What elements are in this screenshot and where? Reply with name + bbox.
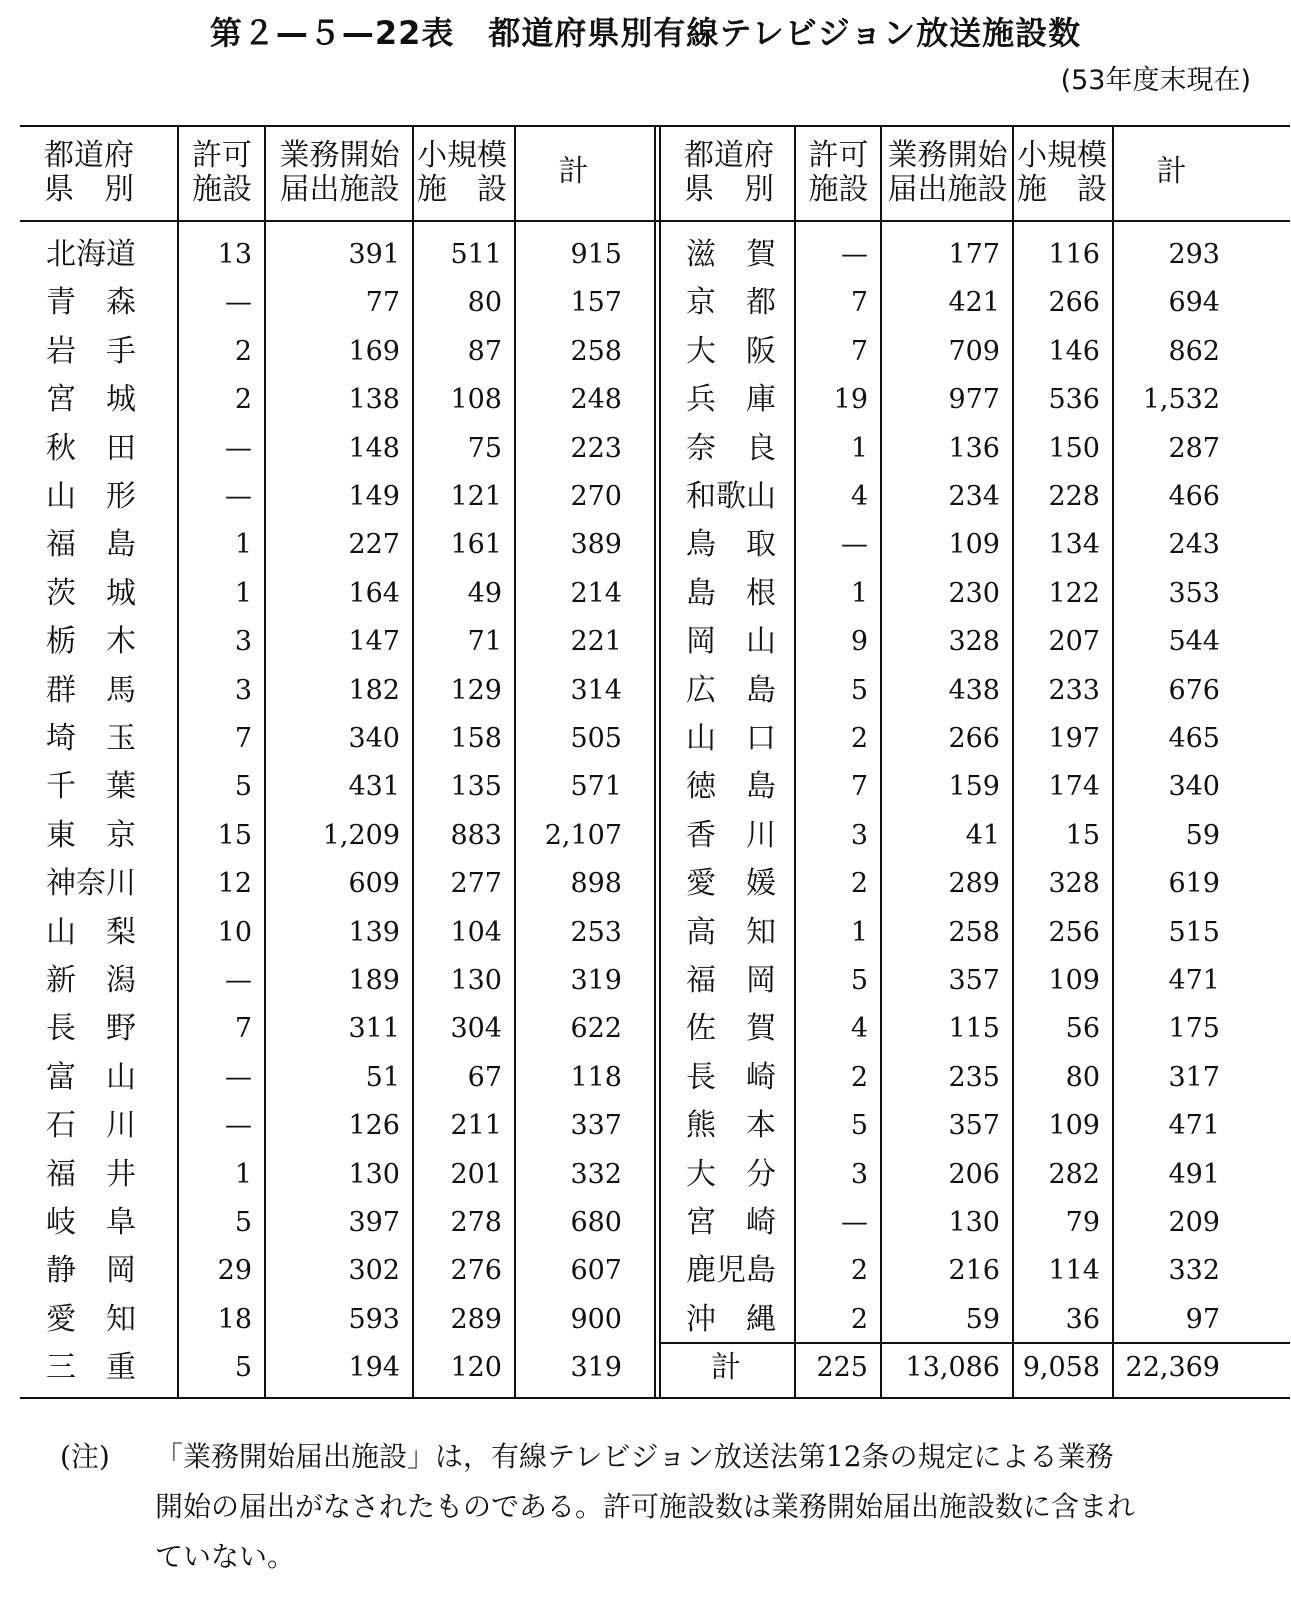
left-row-small: 80 — [467, 287, 502, 319]
left-row-total: 214 — [570, 577, 622, 609]
right-header-notify-line1: 業務開始 — [887, 138, 1008, 173]
left-row-pref: 神奈川 — [46, 866, 136, 902]
as-of-date: (53年度末現在) — [1060, 65, 1251, 96]
left-row-license: — — [225, 481, 252, 512]
right-row-pref: 岡 山 — [686, 624, 776, 660]
left-row-total: 389 — [570, 529, 622, 561]
right-row-pref: 鳥 取 — [686, 527, 776, 563]
right-row-license: 3 — [850, 1158, 868, 1190]
right-row-pref: 愛 媛 — [686, 866, 776, 902]
right-row-notify: 234 — [948, 481, 1000, 512]
left-row-total: 258 — [570, 335, 622, 367]
left-row-small: 511 — [450, 239, 502, 270]
right-row-total: 471 — [1168, 1110, 1220, 1142]
right-row-small: 36 — [1065, 1303, 1100, 1335]
right-header-pref-line2: 県 別 — [684, 172, 774, 207]
right-row-small: 15 — [1065, 819, 1100, 851]
left-row-total: 915 — [570, 239, 622, 270]
left-row-license: 10 — [217, 916, 252, 948]
left-row-small: 129 — [450, 674, 502, 706]
left-header-pref-line2: 県 別 — [44, 172, 134, 207]
left-row-license: — — [225, 965, 252, 996]
right-row-license: — — [841, 239, 868, 270]
right-row-total: 619 — [1168, 868, 1220, 900]
right-row-notify: 235 — [948, 1061, 1000, 1093]
left-row-small: 104 — [450, 916, 502, 948]
grand-total-label: 計 — [711, 1350, 741, 1386]
left-row-total: 270 — [570, 481, 622, 512]
right-row-notify: 977 — [948, 384, 1000, 416]
left-row-total: 319 — [570, 1352, 622, 1384]
left-row-notify: 593 — [348, 1303, 400, 1335]
right-row-license: — — [841, 529, 868, 561]
left-header-small-line2: 施 設 — [417, 172, 507, 207]
left-row-notify: 149 — [348, 481, 400, 512]
right-header-license-line2: 施設 — [808, 172, 869, 207]
right-row-license: — — [841, 1207, 868, 1238]
right-row-small: 122 — [1048, 577, 1100, 609]
right-row-small: 114 — [1048, 1255, 1100, 1287]
right-row-license: 5 — [850, 1110, 868, 1142]
right-row-notify: 258 — [948, 916, 1000, 948]
right-row-notify: 177 — [948, 239, 1000, 270]
right-row-notify: 115 — [948, 1013, 1000, 1045]
right-row-total: 465 — [1168, 723, 1220, 754]
right-row-total: 515 — [1168, 916, 1220, 948]
right-row-small: 536 — [1048, 384, 1100, 416]
left-row-license: 1 — [234, 577, 252, 609]
data-table — [20, 125, 1290, 1425]
right-row-pref: 鹿児島 — [686, 1253, 776, 1289]
right-row-pref: 大 阪 — [686, 333, 776, 369]
left-row-notify: 126 — [348, 1110, 400, 1142]
right-row-notify: 230 — [948, 577, 1000, 609]
right-row-pref: 奈 良 — [686, 430, 776, 466]
right-row-notify: 266 — [948, 723, 1000, 754]
left-row-small: 121 — [450, 481, 502, 512]
left-row-total: 337 — [570, 1110, 622, 1142]
right-row-license: 2 — [850, 1061, 868, 1093]
left-row-license: 5 — [234, 1207, 252, 1238]
right-row-license: 1 — [850, 916, 868, 948]
right-row-small: 228 — [1048, 481, 1100, 512]
right-row-total: 287 — [1168, 432, 1220, 464]
left-row-small: 87 — [467, 335, 502, 367]
right-row-total: 59 — [1185, 819, 1220, 851]
right-row-notify: 206 — [948, 1158, 1000, 1190]
right-row-pref: 沖 縄 — [686, 1301, 776, 1337]
right-row-license: 2 — [850, 868, 868, 900]
right-row-total: 353 — [1168, 577, 1220, 609]
right-row-license: 4 — [850, 481, 868, 512]
left-row-small: 49 — [467, 577, 502, 609]
right-row-notify: 357 — [948, 1110, 1000, 1142]
table-bottom-rule — [20, 1397, 1290, 1399]
left-row-license: 7 — [234, 723, 252, 754]
right-row-small: 79 — [1065, 1207, 1100, 1238]
left-header-pref-line1: 都道府 — [44, 138, 134, 173]
left-row-small: 201 — [450, 1158, 502, 1190]
right-header-small-line2: 施 設 — [1017, 172, 1107, 207]
right-row-total: 862 — [1168, 335, 1220, 367]
left-row-notify: 77 — [365, 287, 400, 319]
left-header-license-line2: 施設 — [192, 172, 252, 207]
right-row-small: 233 — [1048, 674, 1100, 706]
left-row-notify: 138 — [348, 384, 400, 416]
right-row-notify: 136 — [948, 432, 1000, 464]
right-row-notify: 328 — [948, 626, 1000, 658]
left-row-notify: 609 — [348, 868, 400, 900]
right-row-small: 56 — [1065, 1013, 1100, 1045]
right-row-pref: 福 岡 — [686, 963, 776, 998]
left-row-small: 67 — [467, 1061, 502, 1093]
footnote-line-3: ていない。 — [155, 1540, 296, 1573]
left-row-pref: 石 川 — [46, 1108, 136, 1144]
right-row-pref: 熊 本 — [686, 1108, 776, 1144]
right-row-small: 150 — [1048, 432, 1100, 464]
left-row-total: 253 — [570, 916, 622, 948]
grand-total-notify: 13,086 — [905, 1352, 1000, 1384]
left-row-license: 2 — [234, 335, 252, 367]
left-row-license: 1 — [234, 1158, 252, 1190]
left-row-total: 319 — [570, 965, 622, 996]
right-row-notify: 357 — [948, 965, 1000, 996]
right-row-license: 5 — [850, 674, 868, 706]
left-row-license: 18 — [217, 1303, 252, 1335]
right-row-pref: 佐 賀 — [686, 1011, 776, 1047]
left-row-pref: 福 井 — [46, 1156, 136, 1192]
grand-total-small: 9,058 — [1022, 1352, 1100, 1384]
left-row-notify: 147 — [348, 626, 400, 658]
column-divider — [654, 125, 656, 1397]
right-row-notify: 216 — [948, 1255, 1000, 1287]
left-row-small: 161 — [450, 529, 502, 561]
right-row-license: 19 — [833, 384, 868, 416]
right-row-license: 5 — [850, 965, 868, 996]
left-row-total: 898 — [570, 868, 622, 900]
right-row-total: 676 — [1168, 674, 1220, 706]
left-row-notify: 189 — [348, 965, 400, 996]
right-row-total: 209 — [1168, 1207, 1220, 1238]
left-row-pref: 岐 阜 — [46, 1205, 136, 1240]
left-row-license: — — [225, 1110, 252, 1142]
table-title-text: 都道府県別有線テレビジョン放送施設数 — [488, 14, 1082, 52]
right-header-total: 計 — [1156, 154, 1187, 189]
left-row-pref: 東 京 — [46, 817, 136, 853]
left-row-license: 7 — [234, 1013, 252, 1045]
right-row-pref: 徳 島 — [686, 769, 776, 805]
left-row-pref: 栃 木 — [46, 624, 136, 660]
left-row-notify: 391 — [348, 239, 400, 270]
right-row-small: 328 — [1048, 868, 1100, 900]
left-row-small: 158 — [450, 723, 502, 754]
right-row-pref: 滋 賀 — [686, 237, 776, 272]
left-row-total: 571 — [570, 771, 622, 803]
right-row-pref: 宮 崎 — [686, 1205, 776, 1240]
left-row-total: 505 — [570, 723, 622, 754]
right-row-small: 109 — [1048, 1110, 1100, 1142]
left-row-small: 120 — [450, 1352, 502, 1384]
right-row-total: 332 — [1168, 1255, 1220, 1287]
left-row-pref: 群 馬 — [46, 672, 136, 708]
right-row-small: 282 — [1048, 1158, 1100, 1190]
footnote-line-1: (注) 「業務開始届出施設」は，有線テレビジョン放送法第12条の規定による業務 — [60, 1432, 1260, 1482]
left-row-license: 29 — [217, 1255, 252, 1287]
right-header-license-line1: 許可 — [808, 138, 869, 173]
right-row-total: 97 — [1185, 1303, 1220, 1335]
right-row-pref: 京 都 — [686, 285, 776, 321]
left-row-small: 75 — [467, 432, 502, 464]
right-row-total: 471 — [1168, 965, 1220, 996]
left-row-total: 2,107 — [544, 819, 622, 851]
left-row-notify: 397 — [348, 1207, 400, 1238]
left-row-total: 680 — [570, 1207, 622, 1238]
left-row-license: — — [225, 287, 252, 319]
left-row-pref: 茨 城 — [46, 575, 136, 611]
left-row-pref: 新 潟 — [46, 963, 136, 998]
left-row-license: 3 — [234, 674, 252, 706]
right-row-small: 207 — [1048, 626, 1100, 658]
table-title — [0, 8, 1291, 54]
right-row-license: 4 — [850, 1013, 868, 1045]
left-row-license: 13 — [217, 239, 252, 270]
left-row-license: 1 — [234, 529, 252, 561]
right-row-small: 116 — [1048, 239, 1100, 270]
left-row-pref: 青 森 — [46, 285, 136, 321]
left-row-notify: 340 — [348, 723, 400, 754]
right-row-license: 2 — [850, 723, 868, 754]
column-divider — [659, 125, 661, 1397]
left-header-notify-line2: 届出施設 — [279, 172, 400, 207]
left-row-notify: 51 — [365, 1061, 400, 1093]
right-row-license: 2 — [850, 1255, 868, 1287]
right-row-total: 317 — [1168, 1061, 1220, 1093]
footnote-tag: (注) — [60, 1440, 110, 1473]
left-row-notify: 1,209 — [322, 819, 400, 851]
right-row-notify: 421 — [948, 287, 1000, 319]
grand-total-license: 225 — [816, 1352, 868, 1384]
left-row-total: 118 — [570, 1061, 622, 1093]
left-row-license: 15 — [217, 819, 252, 851]
left-row-notify: 169 — [348, 335, 400, 367]
right-row-notify: 159 — [948, 771, 1000, 803]
left-row-small: 278 — [450, 1207, 502, 1238]
right-row-notify: 130 — [948, 1207, 1000, 1238]
right-row-small: 134 — [1048, 529, 1100, 561]
right-row-notify: 438 — [948, 674, 1000, 706]
left-row-total: 157 — [570, 287, 622, 319]
left-row-small: 304 — [450, 1013, 502, 1045]
left-row-notify: 431 — [348, 771, 400, 803]
right-row-small: 266 — [1048, 287, 1100, 319]
left-row-license: 5 — [234, 1352, 252, 1384]
footnote-line-2: 開始の届出がなされたものである。許可施設数は業務開始届出施設数に含まれ — [155, 1490, 1136, 1523]
left-row-notify: 130 — [348, 1158, 400, 1190]
right-row-pref: 香 川 — [686, 817, 776, 853]
left-row-license: 12 — [217, 868, 252, 900]
right-row-pref: 山 口 — [686, 721, 776, 756]
left-row-total: 221 — [570, 626, 622, 658]
right-row-notify: 109 — [948, 529, 1000, 561]
left-row-notify: 182 — [348, 674, 400, 706]
right-row-total: 243 — [1168, 529, 1220, 561]
left-row-total: 314 — [570, 674, 622, 706]
left-row-pref: 埼 玉 — [46, 721, 136, 756]
left-row-notify: 227 — [348, 529, 400, 561]
left-row-pref: 富 山 — [46, 1059, 136, 1095]
left-row-license: — — [225, 432, 252, 464]
right-row-pref: 和歌山 — [686, 479, 776, 514]
left-row-pref: 福 島 — [46, 527, 136, 563]
left-row-small: 211 — [450, 1110, 502, 1142]
right-header-pref-line1: 都道府 — [684, 138, 774, 173]
left-row-pref: 山 梨 — [46, 914, 136, 950]
right-row-license: 1 — [850, 577, 868, 609]
left-row-license: — — [225, 1061, 252, 1093]
right-row-small: 109 — [1048, 965, 1100, 996]
right-row-total: 1,532 — [1142, 384, 1220, 416]
right-row-small: 174 — [1048, 771, 1100, 803]
right-row-license: 7 — [850, 771, 868, 803]
left-row-pref: 秋 田 — [46, 430, 136, 466]
left-header-total: 計 — [558, 154, 589, 189]
left-row-total: 248 — [570, 384, 622, 416]
right-row-pref: 兵 庫 — [686, 382, 776, 418]
left-row-notify: 302 — [348, 1255, 400, 1287]
right-row-small: 197 — [1048, 723, 1100, 754]
table-number: 第２—５—22表 — [209, 14, 455, 52]
right-row-license: 9 — [850, 626, 868, 658]
right-row-license: 7 — [850, 335, 868, 367]
right-row-total: 694 — [1168, 287, 1220, 319]
left-row-notify: 164 — [348, 577, 400, 609]
left-row-small: 277 — [450, 868, 502, 900]
left-row-small: 135 — [450, 771, 502, 803]
left-row-small: 130 — [450, 965, 502, 996]
grand-total-rule — [660, 1342, 1290, 1344]
left-row-small: 289 — [450, 1303, 502, 1335]
right-row-total: 544 — [1168, 626, 1220, 658]
left-row-pref: 愛 知 — [46, 1301, 136, 1337]
footnote — [60, 1432, 1260, 1582]
left-row-pref: 岩 手 — [46, 333, 136, 369]
left-row-license: 2 — [234, 384, 252, 416]
right-row-pref: 高 知 — [686, 914, 776, 950]
left-row-total: 332 — [570, 1158, 622, 1190]
right-row-pref: 大 分 — [686, 1156, 776, 1192]
left-header-notify-line1: 業務開始 — [279, 138, 400, 173]
right-row-total: 466 — [1168, 481, 1220, 512]
right-row-total: 293 — [1168, 239, 1220, 270]
left-row-total: 223 — [570, 432, 622, 464]
left-row-small: 71 — [467, 626, 502, 658]
right-header-notify-line2: 届出施設 — [887, 172, 1008, 207]
right-row-total: 175 — [1168, 1013, 1220, 1045]
right-row-license: 3 — [850, 819, 868, 851]
left-row-pref: 静 岡 — [46, 1253, 136, 1289]
right-header-small-line1: 小規模 — [1017, 138, 1107, 173]
right-row-pref: 長 崎 — [686, 1059, 776, 1095]
left-header-small-line1: 小規模 — [417, 138, 507, 173]
right-row-pref: 島 根 — [686, 575, 776, 611]
right-row-total: 491 — [1168, 1158, 1220, 1190]
left-header-license-line1: 許可 — [192, 138, 252, 173]
right-row-license: 1 — [850, 432, 868, 464]
right-row-total: 340 — [1168, 771, 1220, 803]
left-row-license: 3 — [234, 626, 252, 658]
right-row-small: 256 — [1048, 916, 1100, 948]
left-row-pref: 千 葉 — [46, 769, 136, 805]
left-row-pref: 北海道 — [46, 237, 136, 272]
left-row-total: 607 — [570, 1255, 622, 1287]
right-row-notify: 709 — [948, 335, 1000, 367]
right-row-small: 146 — [1048, 335, 1100, 367]
left-row-total: 622 — [570, 1013, 622, 1045]
left-row-license: 5 — [234, 771, 252, 803]
right-row-pref: 広 島 — [686, 672, 776, 708]
right-row-notify: 59 — [965, 1303, 1000, 1335]
left-row-pref: 宮 城 — [46, 382, 136, 418]
left-row-notify: 311 — [348, 1013, 400, 1045]
left-row-pref: 長 野 — [46, 1011, 136, 1047]
right-row-license: 2 — [850, 1303, 868, 1335]
left-row-notify: 194 — [348, 1352, 400, 1384]
left-row-small: 883 — [450, 819, 502, 851]
grand-total-total: 22,369 — [1125, 1352, 1220, 1384]
right-row-small: 80 — [1065, 1061, 1100, 1093]
right-row-notify: 41 — [965, 819, 1000, 851]
right-row-notify: 289 — [948, 868, 1000, 900]
left-row-small: 108 — [450, 384, 502, 416]
left-row-notify: 139 — [348, 916, 400, 948]
left-row-notify: 148 — [348, 432, 400, 464]
left-row-pref: 山 形 — [46, 479, 136, 514]
left-row-pref: 三 重 — [46, 1350, 136, 1386]
right-row-license: 7 — [850, 287, 868, 319]
left-row-small: 276 — [450, 1255, 502, 1287]
left-row-total: 900 — [570, 1303, 622, 1335]
